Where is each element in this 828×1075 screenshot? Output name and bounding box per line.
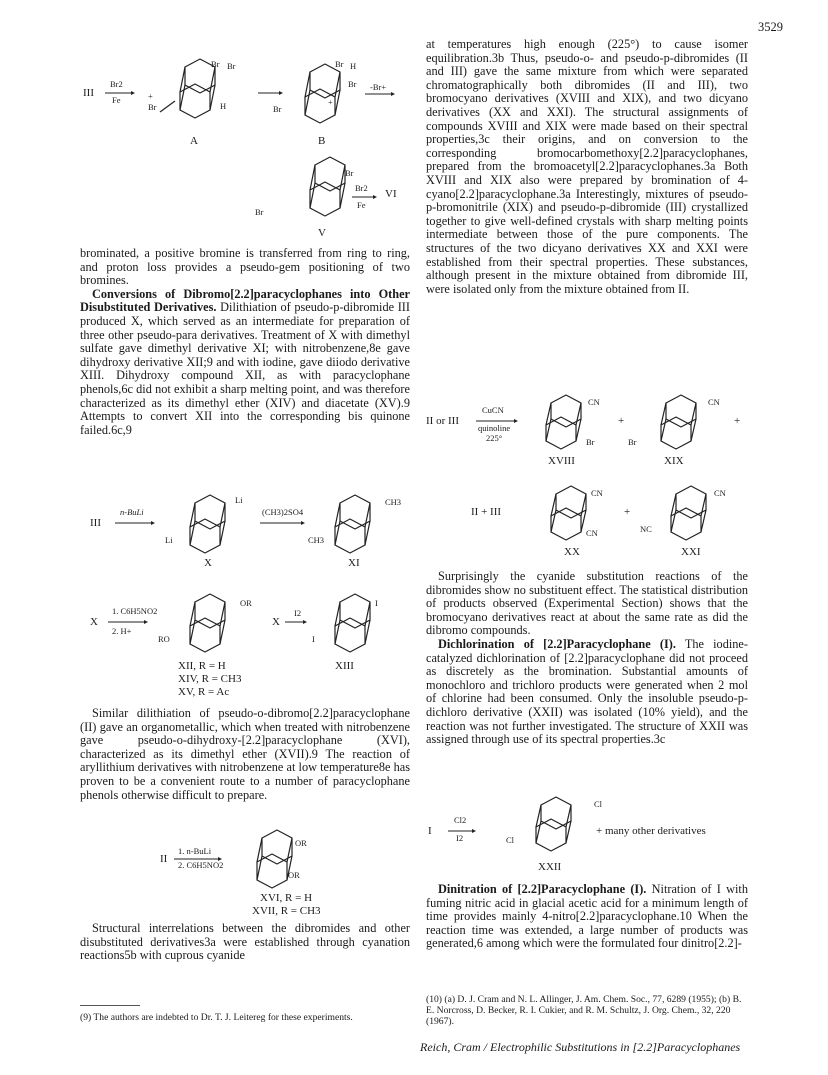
reactant-label: X bbox=[272, 616, 280, 628]
reagent-label: Fe bbox=[357, 200, 366, 210]
section-body: The iodine-catalyzed dichlorination of [2.2]paracyclophane did not proceed as discretely as the bromination. Substantial amounts of monochloro and trichloro products were generated when 2 mol of chlorine had been consumed. Only the insoluble pseudo-p-dichloro derivative (XXII) was isolated (10% yield), and the reaction was not further investigated. The structure of XXII was assigned through use of its spectral properties.3c bbox=[426, 636, 748, 747]
section-paragraph bbox=[80, 288, 410, 438]
structure-label-XVIII: XVIII bbox=[548, 455, 575, 467]
footnote-rule bbox=[80, 1005, 140, 1006]
reactant-label: I bbox=[428, 825, 432, 837]
reactant-label: III bbox=[83, 87, 94, 99]
scheme-nitrobenzene-iodine: X 1. C6H5NO2 2. H+ OR RO XII, R = H XIV, R = CH3 XV, R = Ac X I2 I I XIII bbox=[80, 592, 410, 702]
reaction-arrow bbox=[476, 419, 518, 423]
paragraph: brominated, a positive bromine is transferred from ring to ring, and proton loss provides a pseudo-gem positioning of two bromines. bbox=[80, 246, 410, 288]
reactant-label: III bbox=[90, 517, 101, 529]
plus-sign: + bbox=[618, 415, 625, 427]
page-number: 3529 bbox=[758, 20, 783, 34]
reagent-label: Br2 bbox=[355, 183, 368, 193]
reagent-label: Cl2 bbox=[454, 815, 467, 825]
structure-label-XXI: XXI bbox=[681, 546, 701, 558]
reagent-label: 1. C6H5NO2 bbox=[112, 606, 158, 616]
reagent-label: Br2 bbox=[110, 79, 123, 89]
reaction-arrow bbox=[105, 91, 135, 95]
structure-label-XII: XII, R = H bbox=[178, 660, 226, 672]
reaction-arrow bbox=[174, 857, 222, 861]
reactant-label: X bbox=[90, 616, 98, 628]
left-text-block-2 bbox=[80, 707, 410, 802]
reaction-arrow bbox=[285, 620, 307, 624]
reagent-label: 1. n-BuLi bbox=[178, 846, 212, 856]
scheme-pseudo-ortho-dihydroxy: II 1. n-BuLi 2. C6H5NO2 OR OR XVI, R = H XVII, R = CH3 bbox=[140, 828, 370, 923]
reaction-arrow bbox=[352, 195, 377, 199]
structure-X bbox=[165, 495, 255, 565]
reagent-label: -Br+ bbox=[370, 82, 387, 92]
right-text-block-2 bbox=[426, 570, 748, 747]
footnote-10: (10) (a) D. J. Cram and N. L. Allinger, J. Am. Chem. Soc., 77, 6289 (1955); (b) B. E. Norcross, D. Becker, R. I. Cukier, and R. M. Schultz, J. Org. Chem., 32, 220 (1967). bbox=[426, 994, 742, 1027]
reagent-label: I2 bbox=[456, 833, 464, 843]
reagent-label: CuCN bbox=[482, 405, 504, 415]
reactant-label: II or III bbox=[426, 415, 459, 427]
structure-label-X: X bbox=[204, 557, 212, 569]
structure-label-XX: XX bbox=[564, 546, 580, 558]
reactant-label: II bbox=[160, 853, 168, 865]
scheme-bromination-mechanism: III Br2 Fe Br Br + Br H A Br H Br + Br -Br+ B Br Br V Br2 Fe VI bbox=[83, 59, 397, 239]
reagent-label: n-BuLi bbox=[120, 507, 144, 517]
structure-label-XVI: XVI, R = H bbox=[260, 892, 313, 904]
section-heading: Dinitration of [2.2]Paracyclophane (I). bbox=[438, 882, 647, 896]
section-paragraph bbox=[426, 638, 748, 747]
reaction-arrow bbox=[448, 829, 476, 833]
other-products-note: + many other derivatives bbox=[596, 825, 706, 837]
section-body: Dilithiation of pseudo-p-dibromide III produced X, which served as an intermediate for preparation of three other pseudo-para derivatives. Treatment of X with dimethyl sulfate gave dimethyl derivative XI; with nitrobenzene,8e gave dihydroxy derivative XII;9 and with iodine, gave diiodo derivative XIII. Dihydroxy compound XII, as with paracyclophane phenols,6c did not exhibit a sharp melting point, and was therefore characterized as its dimethyl ether (XIV) and diacetate (XV).9 Attempts to convert XII into the corresponding bis quinone failed.6c,9 bbox=[80, 300, 410, 437]
plus-sign: + bbox=[734, 415, 741, 427]
scheme-dilithiation: III n-BuLi Li Li X (CH3)2SO4 CH3 CH3 XI bbox=[90, 495, 402, 569]
structure-label-XIX: XIX bbox=[664, 455, 684, 467]
scheme-dicyano: II + III CN CN XX + CN NC XXI bbox=[426, 484, 748, 564]
paragraph: at temperatures high enough (225°) to cause isomer equilibration.3b Thus, pseudo-o- and pseudo-p-dibromides (II and III) gave the same mixture from which were separated chromatographically both dibromides (II and III), two bromocyano derivatives (XVIII and XIX), and two dicyano derivatives (XX and XXI). The structural assignments of compounds XVIII and XIX were made based on their spectral properties,3c their origins, and on conversion to the corresponding bromocarbomethoxy[2.2]paracyclophanes, prepared from the bromoacetyl[2.2]paracyclophanes.3a Both XVIII and XIX also were prepared by bromination of 4-cyano[2.2]paracyclophane.3a Interestingly, mixtures of pseudo-p-bromonitrile (XIX) and pseudo-p-dibromide (III) crystallized together to give well-defined crystals with sharp melting points intermediate between those of the pure components. The structures of the two dicyano derivatives XX and XXI were established from their spectral properties. These substances, although present in the mixture obtained from dibromide III, were isolated only from the mixture obtained from II. bbox=[426, 37, 748, 296]
section-heading: Conversions of Dibromo[2.2]paracyclophanes into Other Disubstituted Derivatives. bbox=[80, 286, 410, 315]
footnote-9: (9) The authors are indebted to Dr. T. J. Leitereg for these experiments. bbox=[80, 1012, 353, 1023]
section-paragraph bbox=[426, 883, 748, 951]
structure-label-XIII: XIII bbox=[335, 660, 354, 672]
reaction-arrow bbox=[115, 521, 155, 525]
paragraph: Structural interrelations between the dibromides and other disubstituted derivatives3a were established through cyanation reactions5b with cuprous cyanide bbox=[80, 921, 410, 963]
structure-label-V: V bbox=[318, 227, 326, 239]
reactant-label: II + III bbox=[471, 506, 502, 518]
structure-label-XIV: XIV, R = CH3 bbox=[178, 673, 242, 685]
product-label-VI: VI bbox=[385, 188, 397, 200]
reaction-arrow bbox=[260, 521, 305, 525]
right-text-block-1 bbox=[426, 38, 748, 296]
reagent-label: Fe bbox=[112, 95, 121, 105]
reagent-label: (CH3)2SO4 bbox=[262, 507, 304, 517]
reagent-label: I2 bbox=[294, 608, 302, 618]
structure-label-A: A bbox=[190, 135, 198, 147]
structure-XIII bbox=[310, 594, 400, 664]
right-text-block-3 bbox=[426, 883, 748, 951]
section-heading: Dichlorination of [2.2]Paracyclophane (I). bbox=[438, 636, 676, 651]
reaction-arrow bbox=[108, 620, 148, 624]
reagent-label: 2. C6H5NO2 bbox=[178, 860, 224, 870]
structure-label-XVII: XVII, R = CH3 bbox=[252, 905, 321, 917]
structure-label-B: B bbox=[318, 135, 326, 147]
section-body: Nitration of I with fuming nitric acid in glacial acetic acid for a minimum length of time provides mainly 4-nitro[2.2]paracyclophane.10 When the reaction time was extended, a large number of products was generated,6 among which were the formulated four dinitro[2.2]- bbox=[426, 882, 748, 951]
reaction-arrow bbox=[365, 92, 395, 96]
structure-label-XXII: XXII bbox=[538, 861, 562, 873]
scheme-cyanation: II or III CuCN quinoline 225° CN Br XVIII + CN Br XIX + bbox=[426, 397, 741, 467]
structure-label-XV: XV, R = Ac bbox=[178, 686, 230, 698]
scheme-dichlorination: I Cl2 I2 Cl Cl XXII + many other derivatives bbox=[428, 799, 706, 873]
structure-XVI bbox=[232, 830, 322, 900]
reagent-label: quinoline bbox=[478, 423, 511, 433]
structure-XXII bbox=[511, 797, 601, 859]
paragraph: Surprisingly the cyanide substitution reactions of the dibromides show no substituent effect. The statistical distribution of products observed (Experimental Section) shows that the bromocyano derivatives react at about the same rate as did the dibromo compounds. bbox=[426, 569, 748, 638]
left-text-block-3 bbox=[80, 922, 410, 963]
running-footer: Reich, Cram / Electrophilic Substitutions in [2.2]Paracyclophanes bbox=[420, 1040, 741, 1054]
plus-sign: + bbox=[624, 506, 631, 518]
paragraph: Similar dilithiation of pseudo-o-dibromo[2.2]paracyclophane (II) gave an organometallic, which when treated with nitrobenzene gave pseudo-o-dihydroxy-[2.2]paracyclophane (XVI), characterized as its dimethyl ether (XVII).9 The reaction of aryllithium derivatives with nitrobenzene at low temperature8e has proven to be a convenient route to a number of paracyclophane phenols otherwise difficult to prepare. bbox=[80, 706, 410, 802]
reagent-label: 2. H+ bbox=[112, 626, 132, 636]
reagent-label: 225° bbox=[486, 433, 503, 443]
left-text-block-1 bbox=[80, 247, 410, 437]
structure-label-XI: XI bbox=[348, 557, 360, 569]
